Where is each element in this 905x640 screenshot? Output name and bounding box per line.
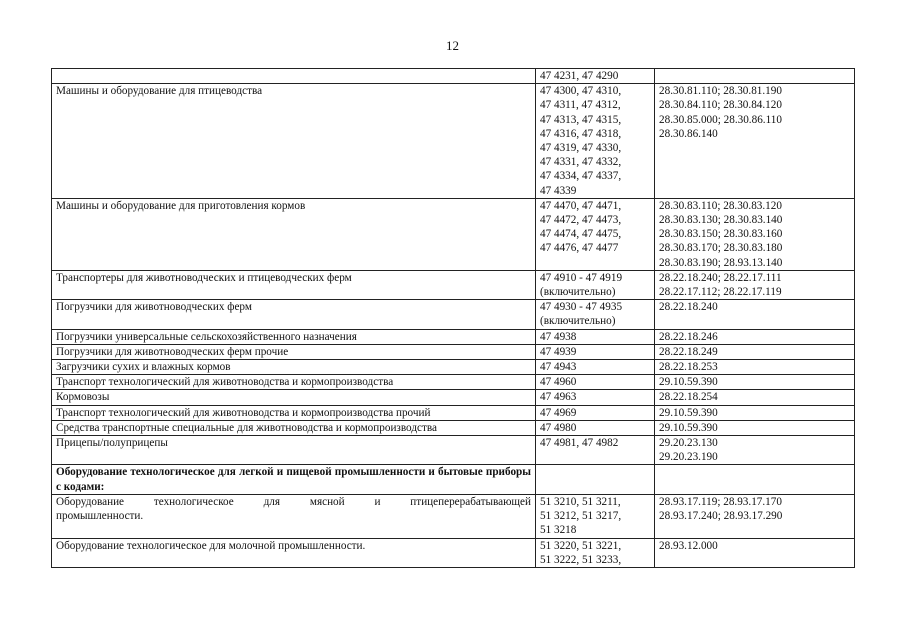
okpd2-codes-cell: 29.10.59.390 [655,420,855,435]
okp-codes-cell: 47 4300, 47 4310, 47 4311, 47 4312, 47 4313, 47 4315, 47 4316, 47 4318, 47 4319, 47 4330, 47 4331, 47 4332, 47 4334, 47 4337, 47 4339 [536,84,655,199]
product-name-line: промышленности. [56,510,144,523]
product-name-cell [52,69,536,84]
product-name-cell: Машины и оборудование для приготовления кормов [52,198,536,270]
okpd2-codes-cell: 28.22.18.240; 28.22.17.111 28.22.17.112; 28.22.17.119 [655,270,855,299]
table-row [52,375,855,390]
table-row [52,84,855,199]
product-name-cell: Погрузчики для животноводческих ферм [52,300,536,329]
classification-table [51,68,855,568]
table-row [52,494,855,538]
okpd2-codes-cell: 28.22.18.240 [655,300,855,329]
okpd2-codes-cell: 29.20.23.130 29.20.23.190 [655,436,855,465]
okpd2-codes-cell: 28.93.17.119; 28.93.17.170 28.93.17.240; 28.93.17.290 [655,494,855,538]
product-name-line: Оборудование технологическое для мясной и птицеперерабатывающей [56,495,531,508]
okpd2-codes-cell: 28.22.18.254 [655,390,855,405]
okp-codes-cell: 47 4943 [536,360,655,375]
table-row [52,329,855,344]
table-row [52,69,855,84]
okp-codes-cell [536,465,655,494]
page-number: 12 [446,38,459,53]
okpd2-codes-cell [655,69,855,84]
table-row [52,420,855,435]
table-row [52,344,855,359]
okp-codes-cell: 47 4231, 47 4290 [536,69,655,84]
product-name-cell: Транспортеры для животноводческих и птицеводческих ферм [52,270,536,299]
section-header-row [52,465,855,494]
product-name-cell: Загрузчики сухих и влажных кормов [52,360,536,375]
okpd2-codes-cell: 28.22.18.249 [655,344,855,359]
okp-codes-cell: 47 4960 [536,375,655,390]
table-row [52,436,855,465]
table-row [52,390,855,405]
product-name-cell [52,494,536,538]
okp-codes-cell: 47 4938 [536,329,655,344]
okpd2-codes-cell: 28.22.18.253 [655,360,855,375]
product-name-cell: Машины и оборудование для птицеводства [52,84,536,199]
okp-codes-cell: 51 3210, 51 3211, 51 3212, 51 3217, 51 3218 [536,494,655,538]
okp-codes-cell: 47 4910 - 47 4919 (включительно) [536,270,655,299]
table-row [52,270,855,299]
table-row [52,538,855,567]
okpd2-codes-cell: 28.93.12.000 [655,538,855,567]
okpd2-codes-cell: 29.10.59.390 [655,375,855,390]
okpd2-codes-cell: 28.22.18.246 [655,329,855,344]
okp-codes-cell: 47 4969 [536,405,655,420]
okpd2-codes-cell: 29.10.59.390 [655,405,855,420]
product-name-cell: Транспорт технологический для животноводства и кормопроизводства [52,375,536,390]
table-row [52,360,855,375]
okpd2-codes-cell: 28.30.83.110; 28.30.83.120 28.30.83.130; 28.30.83.140 28.30.83.150; 28.30.83.160 28.30.83.170; 28.30.83.180 28.30.83.190; 28.93.13.140 [655,198,855,270]
okpd2-codes-cell [655,465,855,494]
product-name-cell: Оборудование технологическое для молочной промышленности. [52,538,536,567]
product-name-cell: Погрузчики универсальные сельскохозяйственного назначения [52,329,536,344]
product-name-cell: Транспорт технологический для животноводства и кормопроизводства прочий [52,405,536,420]
product-name-cell: Кормовозы [52,390,536,405]
okp-codes-cell: 47 4930 - 47 4935 (включительно) [536,300,655,329]
product-name-cell: Прицепы/полуприцепы [52,436,536,465]
okpd2-codes-cell: 28.30.81.110; 28.30.81.190 28.30.84.110; 28.30.84.120 28.30.85.000; 28.30.86.110 28.30.86.140 [655,84,855,199]
table-row [52,405,855,420]
product-name-cell: Средства транспортные специальные для животноводства и кормопроизводства [52,420,536,435]
okp-codes-cell: 47 4963 [536,390,655,405]
table-row [52,198,855,270]
okp-codes-cell: 47 4470, 47 4471, 47 4472, 47 4473, 47 4474, 47 4475, 47 4476, 47 4477 [536,198,655,270]
section-title: Оборудование технологическое для легкой и пищевой промышленности и бытовые приборы с кодами: [52,465,536,494]
okp-codes-cell: 47 4939 [536,344,655,359]
okp-codes-cell: 51 3220, 51 3221, 51 3222, 51 3233, [536,538,655,567]
product-name-cell: Погрузчики для животноводческих ферм прочие [52,344,536,359]
table-row [52,300,855,329]
okp-codes-cell: 47 4980 [536,420,655,435]
okp-codes-cell: 47 4981, 47 4982 [536,436,655,465]
